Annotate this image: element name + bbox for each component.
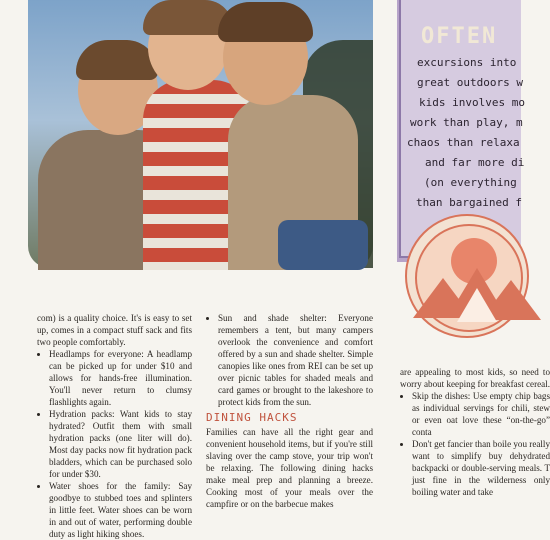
list-item: • Skip the dishes: Use empty chip bags as individual servings for chili, stew or even oat love these “on-the-go” conta <box>412 390 550 438</box>
col2-list <box>206 312 373 408</box>
list-item: • Hydration packs: Want kids to stay hydrated? Outfit them with small hydration packs (one liter will do). Most day packs now fit hydration pack bladders, which can be purchased solo for under $30. <box>49 408 192 480</box>
pullquote-line: than bargained f <box>416 196 522 209</box>
pullquote-line: kids involves mo <box>419 96 525 109</box>
list-item: • Don't get fancier than boile you really want to simplify buy dehydrated backpacki or double-serving meals. T just fine in the wilderness only boiling water and take <box>412 438 550 498</box>
pullquote-line: work than play, m <box>410 116 523 129</box>
camping-badge-inner <box>415 224 523 332</box>
col3-list <box>400 390 550 498</box>
pullquote-line: chaos than relaxa <box>407 136 520 149</box>
column-1 <box>37 312 192 540</box>
col1-intro: com) is a quality choice. It's is easy to set up, comes in a compact stuff sack and fits two people comfortably. <box>37 313 192 347</box>
pullquote-line: great outdoors w <box>417 76 523 89</box>
tent-icon <box>457 288 497 322</box>
pullquote-line: (on everything <box>424 176 517 189</box>
boy-left-hair <box>76 40 158 80</box>
col1-list <box>37 348 192 540</box>
list-item: • Sun and shade shelter: Everyone remembers a tent, but many campers overlook the convenience and comfort offered by a sun and shade shelter. Simple canopies like ones from REI can be set up over picnic tables for shaded meals and card games or brought to the lakeshore to protect kids from the sun. <box>218 312 373 408</box>
pullquote-line: excursions into <box>417 56 517 69</box>
camping-badge-icon <box>405 214 529 338</box>
column-2 <box>206 312 373 510</box>
section-heading-dining-hacks: DINING HACKS <box>206 411 298 424</box>
col2-paragraph: Families can have all the right gear and convenient household items, but if you're still slaving over the camp stove, your trip won't be relaxing. The following dining hacks make meal prep and planning a breeze. Cooking most of your meals over the campfire or on the barbecue makes <box>206 427 373 509</box>
list-item: • Headlamps for everyone: A headlamp can be picked up for under $10 and allows for hands-free illumination. You'll never return to clumsy flashlights again. <box>49 348 192 408</box>
column-3 <box>400 366 550 498</box>
col3-intro: are appealing to most kids, so need to worry about keeping for breakfast cereal. <box>400 367 550 389</box>
list-item: • Water shoes for the family: Say goodbye to stubbed toes and splinters in little feet. Water shoes can be worn in and out of water, performing double duty as light hiking shoes. <box>49 480 192 540</box>
boy-right-jeans <box>278 220 368 270</box>
pullquote-heading: OFTEN <box>421 24 498 49</box>
photo-boys-hugging <box>28 0 373 268</box>
pullquote-line: and far more di <box>425 156 525 169</box>
boy-right-hair <box>218 2 313 42</box>
